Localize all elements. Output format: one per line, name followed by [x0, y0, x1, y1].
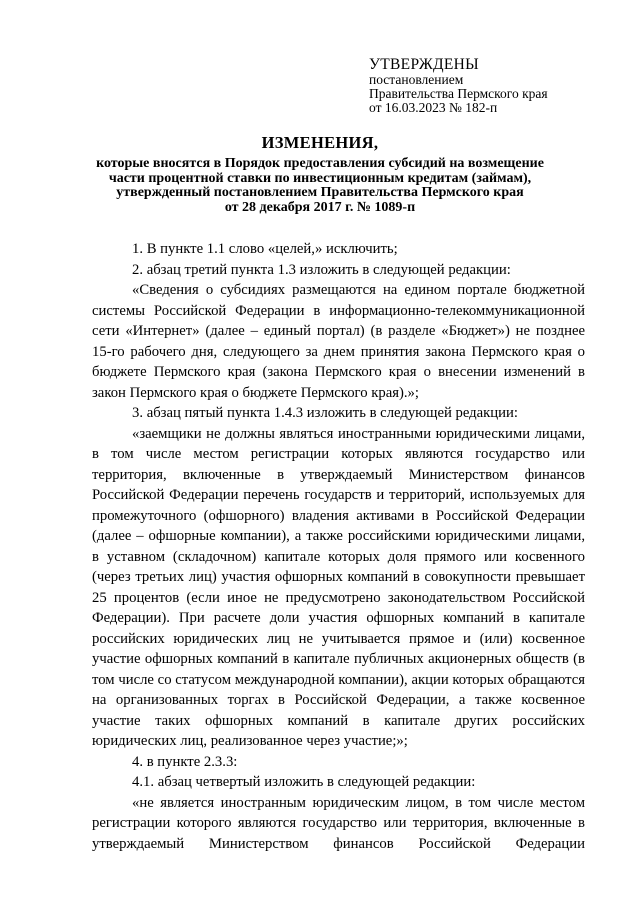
subtitle-line: от 28 декабря 2017 г. № 1089-п: [224, 199, 416, 215]
subtitle-line: части процентной ставки по инвестиционным кредитам (займам),: [108, 170, 532, 186]
approval-line: постановлением: [369, 72, 464, 87]
paragraph: 3. абзац пятый пункта 1.4.3 изложить в следующей редакции:: [132, 405, 518, 421]
document-title: [40, 133, 600, 215]
approval-stamp: [369, 56, 629, 115]
approval-heading: УТВЕРЖДЕНЫ: [369, 56, 479, 73]
paragraph: «заемщики не должны являться иностранными юридическими лицами, в том числе местом регистрации которых являются государство или территория, включенные в утверждаемый Министерством финансов Российской Федерации перечень государств и территорий, используемых для промежуточного (офшорного) владения активами в Российской Федерации (далее – офшорные компании), а также российскими юридическими лицами, в уставном (складочном) капитале которых доля прямого или косвенного (через третьих лиц) участия офшорных компаний в совокупности превышает 25 процентов (если иное не предусмотрено законодательством Российской Федерации). При расчете доли участия офшорных компаний в капитале российских юридических лиц не учитывается прямое и (или) косвенное участие офшорных компаний в капитале публичных акционерных обществ (в том числе со статусом международной компании), акции которых обращаются на организованных торгах в Российской Федерации, а также косвенное участие таких офшорных компаний в капитале других российских юридических лиц, реализованное через участие;»;: [92, 425, 585, 749]
approval-date: от 16.03.2023 № 182-п: [369, 100, 498, 115]
paragraph: 4. в пункте 2.3.3:: [132, 753, 238, 770]
paragraph: «не является иностранным юридическим лицом, в том числе местом регистрации которого являются государство или территория, включенные в утверждаемый Министерством финансов Российской Федерации: [92, 794, 585, 852]
subtitle-line: утвержденный постановлением Правительства Пермского края: [116, 185, 524, 200]
paragraph: 4.1. абзац четвертый изложить в следующей редакции:: [132, 774, 476, 790]
paragraph: 2. абзац третий пункта 1.3 изложить в следующей редакции:: [132, 261, 511, 278]
paragraph: «Сведения о субсидиях размещаются на едином портале бюджетной системы Российской Федерации в информационно-телекоммуникационной сети «Интернет» (далее – единый портал) (в разделе «Бюджет») не позднее 15-го рабочего дня, следующего за днем принятия закона Пермского края о бюджете Пермского края (закона Пермского края о внесении изменений в закон Пермского края о бюджете Пермского края).»;: [92, 282, 585, 401]
title-main: ИЗМЕНЕНИЯ,: [261, 133, 379, 152]
approval-line: Правительства Пермского края: [369, 86, 548, 101]
paragraph: 1. В пункте 1.1 слово «целей,» исключить;: [132, 241, 398, 257]
title-subtitle: [40, 157, 600, 215]
document-body: [92, 239, 585, 854]
subtitle-line: которые вносятся в Порядок предоставления субсидий на возмещение: [96, 156, 544, 171]
